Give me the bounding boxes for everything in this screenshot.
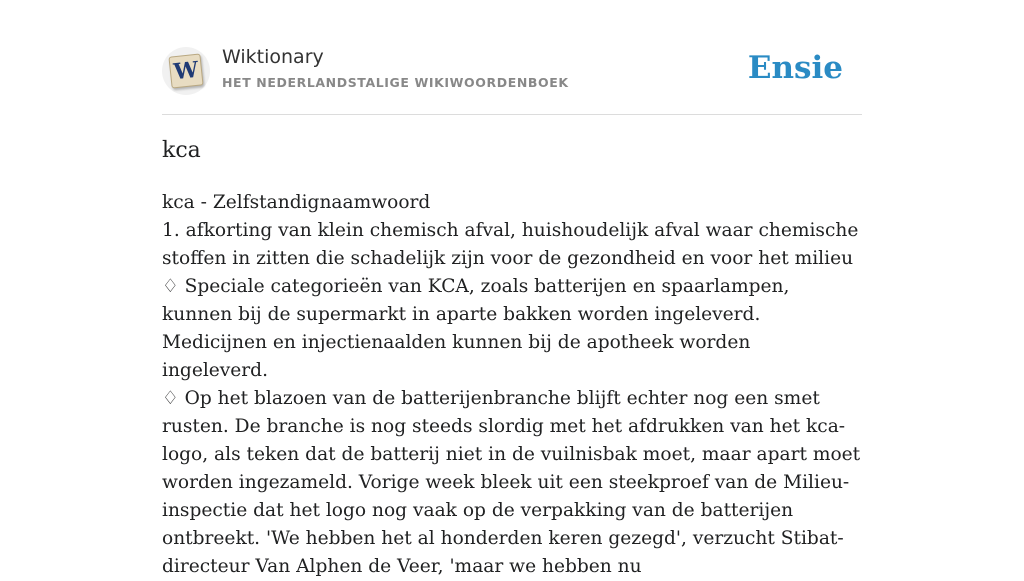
page-title: kca [162,138,201,163]
example-sentence: ♢ Speciale categorieën van KCA, zoals batterijen en spaarlampen, kunnen bij de supermarkt in aparte bakken worden ingeleverd. Medicijnen en injectienaalden kunnen bij de apotheek worden ingeleverd. [162,276,790,381]
page-container [162,0,862,577]
entry-heading: kca - Zelfstandignaamwoord [162,192,431,213]
site-subtitle: HET NEDERLANDSTALIGE WIKIWOORDENBOEK [222,75,569,90]
wiktionary-w-icon: W [168,53,203,88]
ensie-logo[interactable]: Ensie [747,50,843,86]
definition-text: 1. afkorting van klein chemisch afval, huishoudelijk afval waar chemische stoffen in zitten die schadelijk zijn voor de gezondheid en voor het milieu [162,220,859,269]
site-header [162,0,862,115]
site-name[interactable]: Wiktionary [222,46,324,68]
wiktionary-logo[interactable] [162,47,210,95]
example-sentence: ♢ Op het blazoen van de batterijenbranche blijft echter nog een smet rusten. De branche is nog steeds slordig met het afdrukken van het kca-logo, als teken dat de batterij niet in de vuilnisbak moet, maar apart moet worden ingezameld. Vorige week bleek uit een steekproef van de Milieu-inspectie dat het logo nog vaak op de verpakking van de batterijen ontbreekt. 'We hebben het al honderden keren gezegd', verzucht Stibat-directeur Van Alphen de Veer, 'maar we hebben nu [162,388,861,577]
entry-content [162,189,862,581]
